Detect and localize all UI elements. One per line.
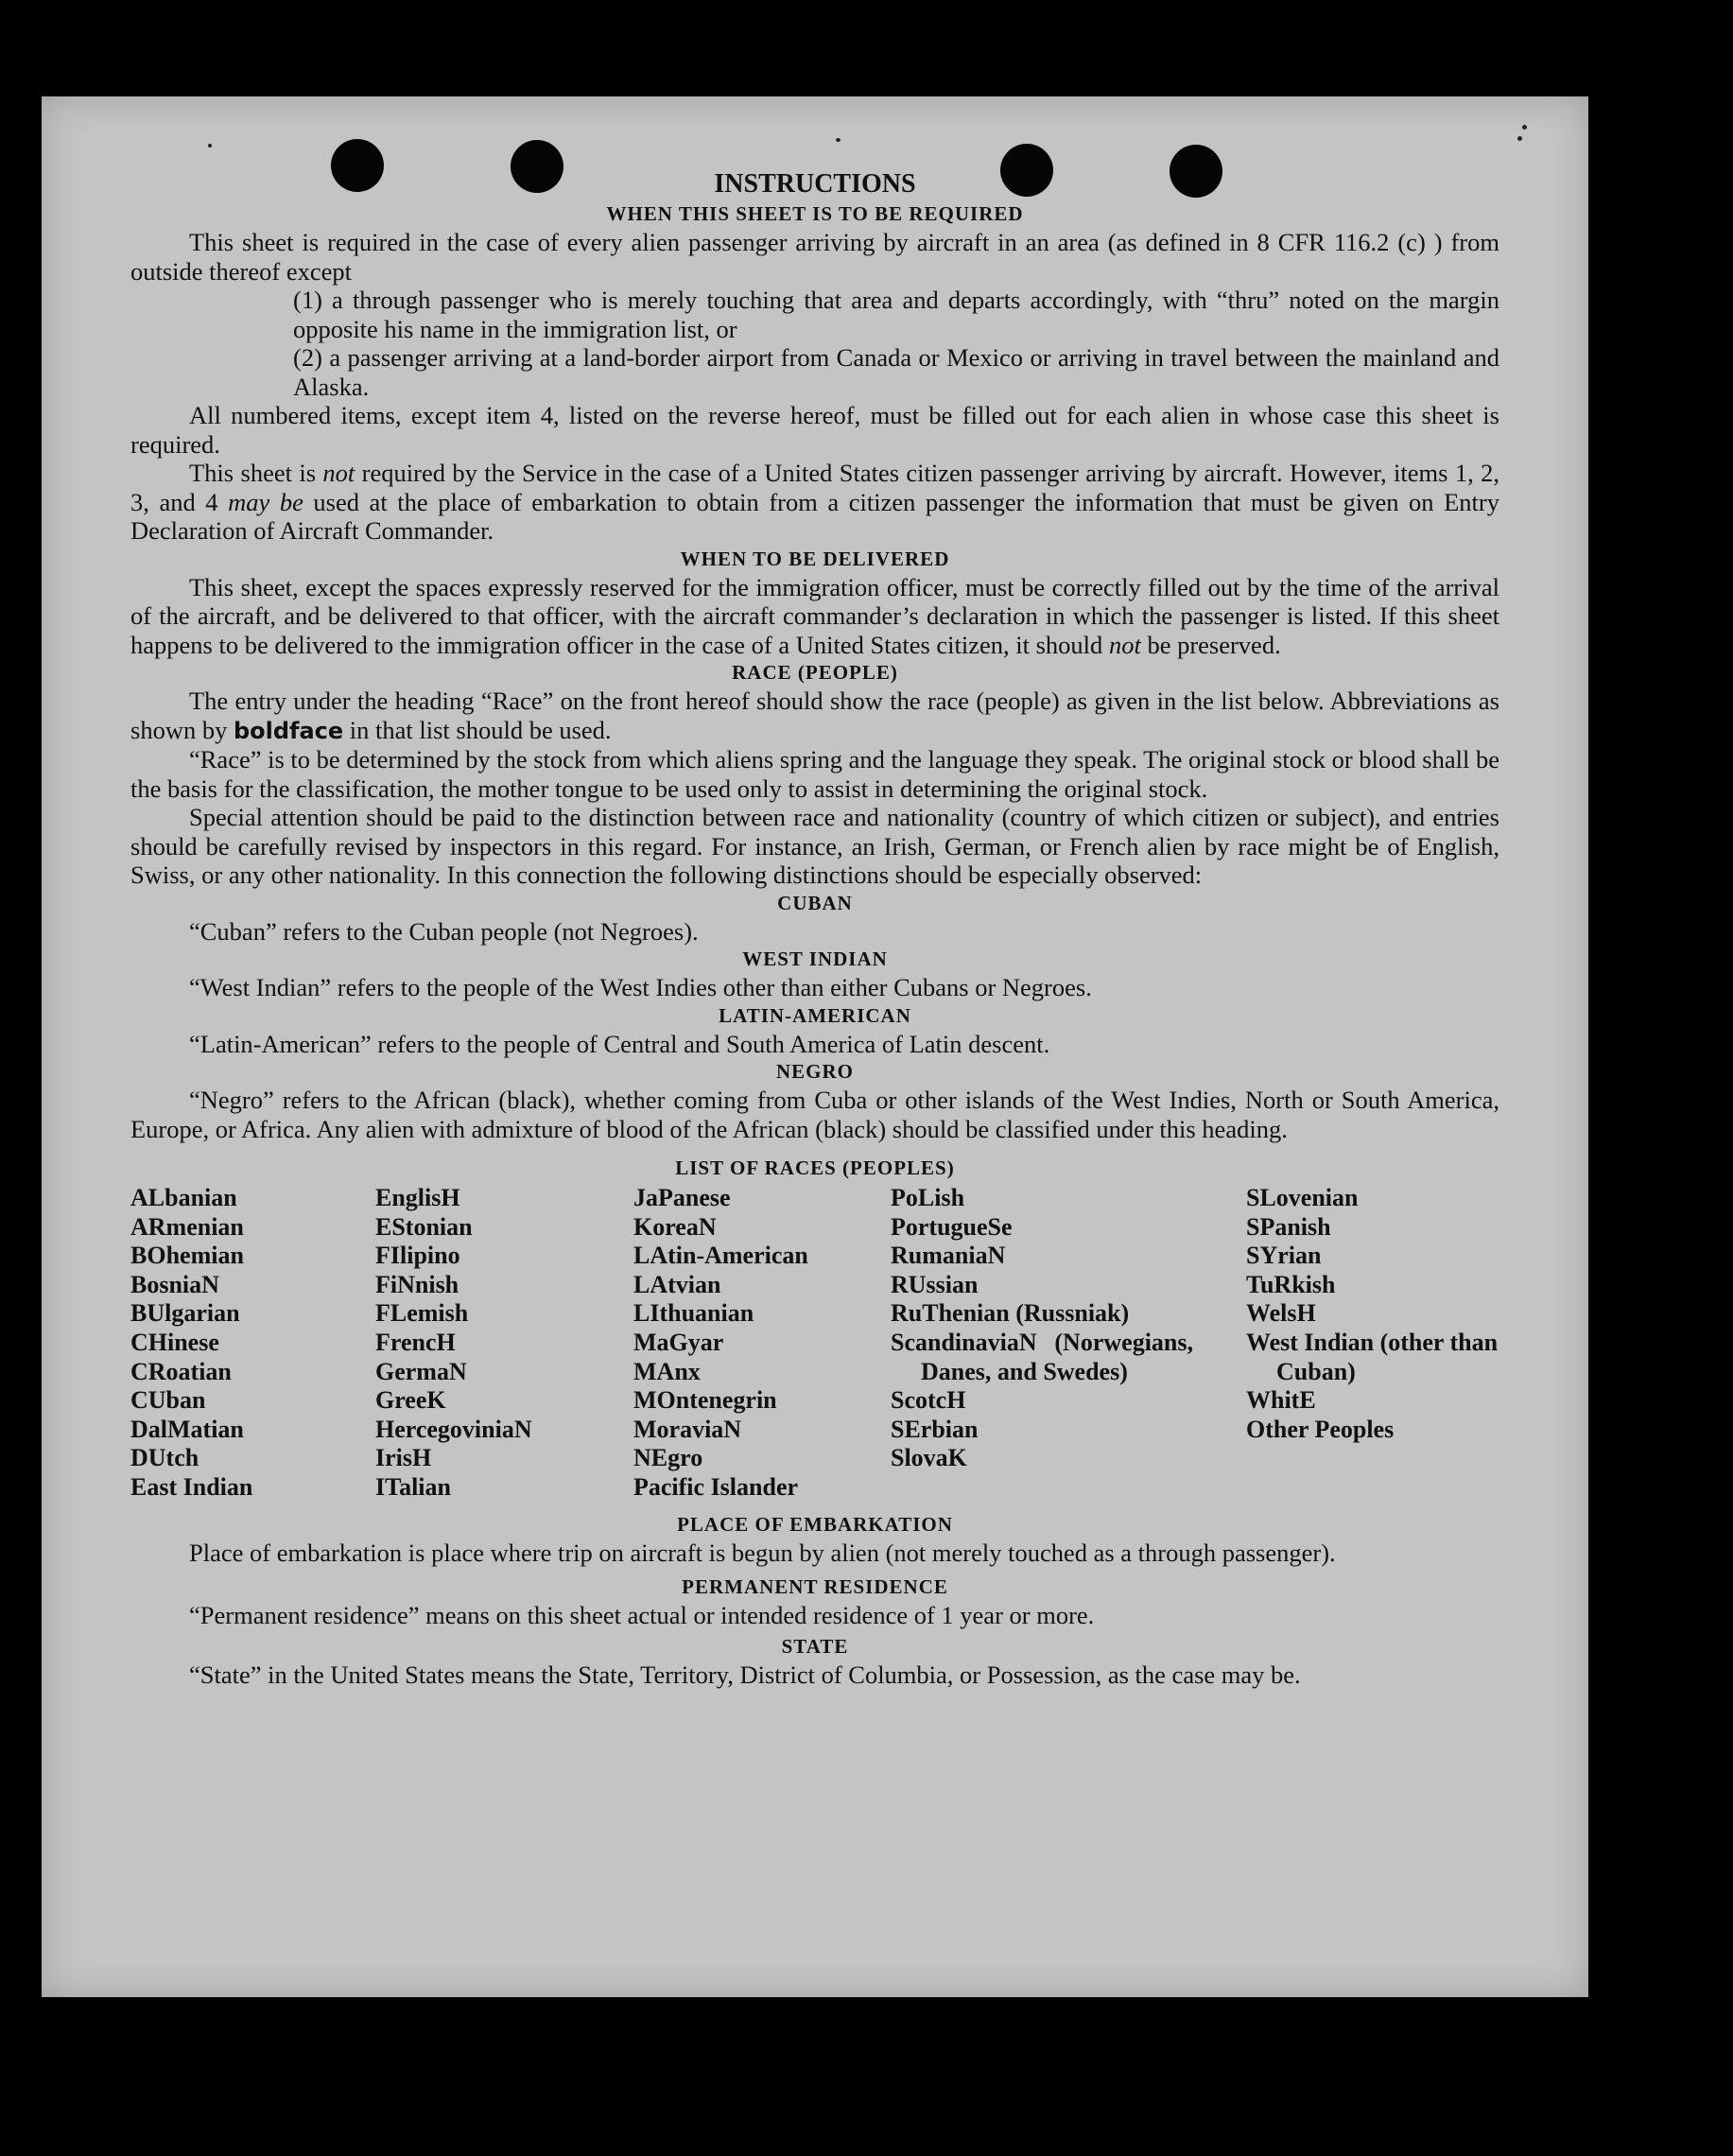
heading-delivered: WHEN TO BE DELIVERED (680, 547, 950, 570)
required-item-1: (1) a through passenger who is merely touching that area and departs accordingly, with “thru” noted on the margin opposite his name in the immigration list, or (293, 286, 1499, 343)
list-item: CUban (130, 1386, 206, 1415)
required-item-2: (2) a passenger arriving at a land-border airport from Canada or Mexico or arriving in travel between the mainland and Alaska. (293, 343, 1499, 401)
list-item: TuRkish (1246, 1270, 1336, 1298)
list-item: NEgro (633, 1444, 703, 1472)
delivered-para: This sheet, except the spaces expressly reserved for the immigration officer, must be correctly filled out by the time of the arrival of the aircraft, and be delivered to that officer, with the aircraft commander’s declaration in which the passenger is listed. If this sheet happens to be delivered to the immigration officer in the case of a United States citizen, it should not be preserved. (130, 572, 1499, 659)
race-para-3: Special attention should be paid to the distinction between race and nationality (country of which citizen or subject), and entries should be carefully revised by inspectors in this regard. For instance, an Irish, German, or French alien by race might be of English, Swiss, or any other nationality. In this connection the following distinctions should be especially observed: (130, 803, 1499, 889)
list-item: FrencH (375, 1328, 456, 1356)
race-column-4 (891, 1184, 1193, 1473)
required-para-2: All numbered items, except item 4, listed on the reverse hereof, must be filled out for each alien in whose case this sheet is required. (130, 401, 1499, 459)
list-item: WelsH (1246, 1299, 1316, 1328)
list-item: SYrian (1246, 1242, 1322, 1270)
list-item: ScotcH (891, 1386, 966, 1415)
list-item: LAtin-American (633, 1242, 808, 1270)
list-item: CHinese (130, 1328, 219, 1356)
list-item: JaPanese (633, 1184, 731, 1211)
list-item: PortugueSe (891, 1212, 1013, 1241)
list-item: GermaN (375, 1357, 467, 1385)
list-item: Other Peoples (1246, 1415, 1395, 1443)
list-item: SErbian (891, 1415, 979, 1443)
page-title: INSTRUCTIONS (714, 169, 916, 199)
speck (208, 144, 212, 148)
race-column-2 (375, 1184, 532, 1503)
race-para-2: “Race” is to be determined by the stock from which aliens spring and the language they speak. The original stock or blood shall be the basis for the classification, the mother tongue to be used only to assist in determining the original stock. (130, 745, 1499, 803)
race-column-5 (1246, 1184, 1511, 1444)
list-item: BosniaN (130, 1270, 219, 1298)
speck (1522, 125, 1527, 130)
heading-latin-american: LATIN-AMERICAN (719, 1003, 911, 1027)
latin-american-text: “Latin-American” refers to the people of Central and South America of Latin descent. (189, 1029, 1050, 1058)
heading-cuban: CUBAN (777, 891, 853, 914)
list-item: RuThenian (Russniak) (891, 1299, 1130, 1328)
negro-text: “Negro” refers to the African (black), whether coming from Cuba or other islands of the West Indies, North or South America, Europe, or Africa. Any alien with admixture of blood of the African (black) should be classified under this heading. (130, 1086, 1499, 1143)
list-item: RUssian (891, 1270, 979, 1298)
heading-race: RACE (PEOPLE) (732, 661, 898, 684)
heading-embarkation: PLACE OF EMBARKATION (677, 1513, 953, 1536)
list-item: IrisH (375, 1444, 432, 1472)
list-item: WhitE (1246, 1386, 1316, 1415)
list-item: FiNnish (375, 1270, 459, 1298)
list-item: MaGyar (633, 1328, 724, 1356)
west-indian-text: “West Indian” refers to the people of the West Indies other than either Cubans or Negroes. (189, 973, 1092, 1001)
list-item: Pacific Islander (633, 1472, 799, 1501)
required-para-3: This sheet is not required by the Service in the case of a United States citizen passenger arriving by aircraft. However, items 1, 2, 3, and 4 may be used at the place of embarkation to obtain from a citizen passenger the information that must be given on Entry Declaration of Aircraft Commander. (130, 459, 1499, 545)
heading-race-list: LIST OF RACES (PEOPLES) (675, 1156, 955, 1179)
state-text: “State” in the United States means the State, Territory, District of Columbia, or Possession, as the case may be. (189, 1660, 1301, 1689)
list-item: MOntenegrin (633, 1386, 777, 1415)
list-item: ScandinaviaN (Norwegians, Danes, and Swedes) (891, 1328, 1193, 1385)
list-item: EnglisH (375, 1184, 460, 1211)
list-item: West Indian (other than Cuban) (1246, 1328, 1499, 1385)
embarkation-text: Place of embarkation is place where trip on aircraft is begun by alien (not merely touched as a through passenger). (189, 1539, 1336, 1567)
list-item: SLovenian (1246, 1184, 1359, 1211)
list-item: East Indian (130, 1472, 253, 1501)
heading-residence: PERMANENT RESIDENCE (682, 1574, 948, 1598)
list-item: FIlipino (375, 1242, 460, 1270)
list-item: LIthuanian (633, 1299, 754, 1328)
list-item: LAtvian (633, 1270, 721, 1298)
document-sheet (42, 96, 1588, 1997)
list-item: PoLish (891, 1184, 965, 1211)
list-item: SlovaK (891, 1444, 967, 1472)
heading-negro: NEGRO (775, 1060, 854, 1083)
race-list (130, 1184, 1499, 1511)
speck (1517, 136, 1522, 141)
race-column-1 (130, 1184, 252, 1503)
list-item: RumaniaN (891, 1242, 1006, 1270)
list-item: DUtch (130, 1444, 199, 1472)
list-item: ALbanian (130, 1184, 237, 1211)
residence-text: “Permanent residence” means on this sheet actual or intended residence of 1 year or more. (189, 1600, 1095, 1629)
race-para-1: The entry under the heading “Race” on the front hereof should show the race (people) as given in the list below. Abbreviations as shown by boldface in that list should be used. (130, 687, 1499, 744)
list-item: ITalian (375, 1472, 451, 1501)
heading-required: WHEN THIS SHEET IS TO BE REQUIRED (606, 202, 1024, 225)
list-item: BOhemian (130, 1242, 244, 1270)
list-item: SPanish (1246, 1212, 1331, 1241)
list-item: FLemish (375, 1299, 469, 1328)
list-item: BUlgarian (130, 1299, 240, 1328)
speck (836, 138, 841, 142)
list-item: KoreaN (633, 1212, 717, 1241)
list-item: EStonian (375, 1212, 473, 1241)
heading-west-indian: WEST INDIAN (742, 948, 888, 970)
list-item: DalMatian (130, 1415, 244, 1443)
list-item: MAnx (633, 1357, 701, 1385)
list-item: CRoatian (130, 1357, 232, 1385)
list-item: GreeK (375, 1386, 446, 1415)
required-intro: This sheet is required in the case of every alien passenger arriving by aircraft in an area (as defined in 8 CFR 116.2 (c) ) from outside thereof except (130, 228, 1499, 286)
race-column-3 (633, 1184, 808, 1503)
list-item: MoraviaN (633, 1415, 742, 1443)
list-item: HercegoviniaN (375, 1415, 532, 1443)
cuban-text: “Cuban” refers to the Cuban people (not Negroes). (189, 916, 699, 946)
list-item: ARmenian (130, 1212, 244, 1241)
heading-state: STATE (781, 1635, 849, 1658)
instructions-text (130, 168, 1499, 1690)
